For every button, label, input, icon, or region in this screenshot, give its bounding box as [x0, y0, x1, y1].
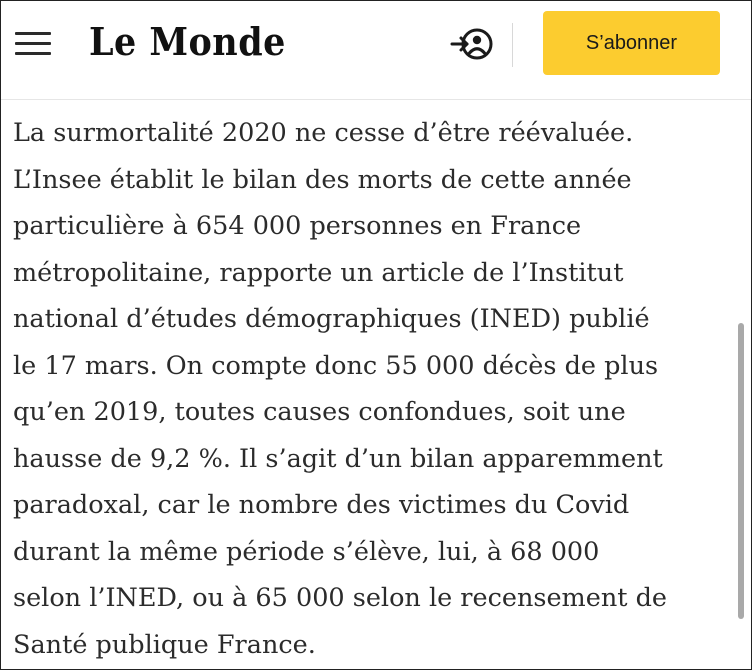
article-line: le 17 mars. On compte donc 55 000 décès de plus [13, 350, 659, 381]
vertical-scrollbar[interactable] [738, 323, 744, 619]
article-line: selon l’INED, ou à 65 000 selon le recensement de [13, 583, 668, 613]
menu-bar [15, 32, 51, 35]
user-login-icon[interactable] [450, 26, 494, 62]
le-monde-logo[interactable]: Le Monde [89, 19, 286, 64]
article-line: hausse de 9,2 %. Il s’agit d’un bilan apparemment [13, 443, 663, 474]
article-line: paradoxal, car le nombre des victimes du Covid [13, 490, 630, 520]
article-paragraph [13, 110, 733, 668]
article-line: durant la même période s’élève, lui, à 68 000 [13, 536, 600, 567]
top-bar [1, 1, 751, 100]
menu-bar [15, 52, 51, 55]
article-line: particulière à 654 000 personnes en France [13, 211, 582, 241]
subscribe-button[interactable]: S’abonner [543, 11, 720, 75]
article-line: national d’études démographiques (INED) publié [13, 304, 650, 334]
hamburger-menu-icon[interactable] [15, 30, 51, 58]
article-line: La surmortalité 2020 ne cesse d’être réévaluée. [13, 118, 634, 148]
article-line: L’Insee établit le bilan des morts de cette année [13, 164, 632, 195]
article-line: métropolitaine, rapporte un article de l’Institut [13, 257, 624, 288]
header-divider [512, 23, 513, 67]
article-line: Santé publique France. [13, 629, 316, 660]
menu-bar [15, 42, 51, 45]
article-line: qu’en 2019, toutes causes confondues, soit une [13, 397, 626, 427]
